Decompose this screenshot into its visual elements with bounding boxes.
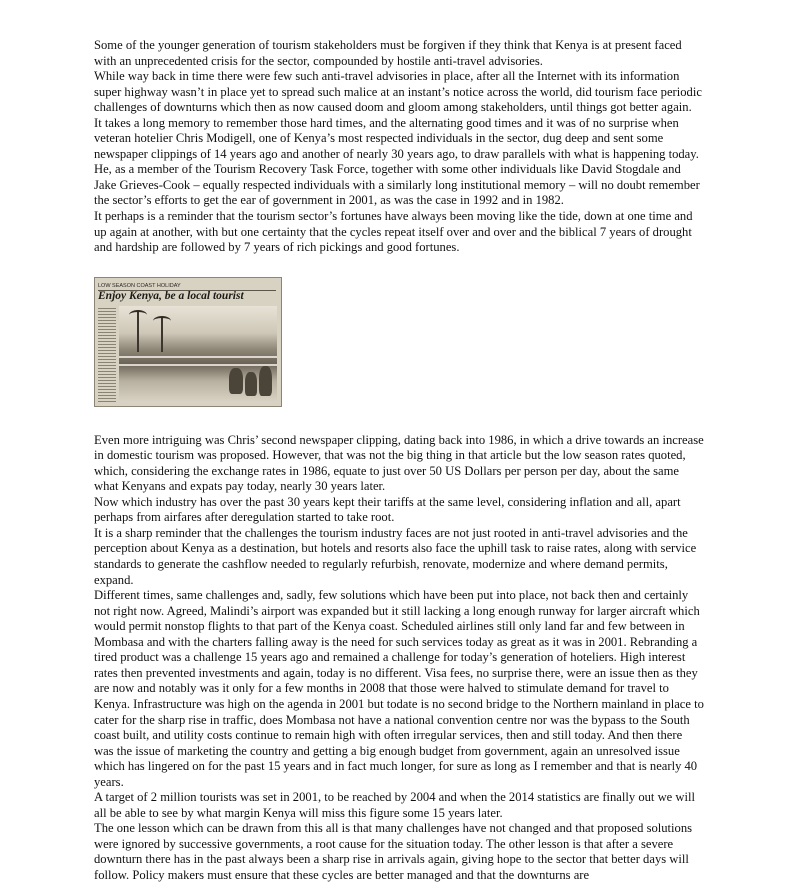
paragraph: Different times, same challenges and, sadly, few solutions which have been put into place, not back then and certainly not right now. Agreed, Malindi’s airport was expanded but it still lacking a long enough runway for larger aircraft which would permit nonstop flights to that part of the Kenya coast. Scheduled airlines still only land far and few between in Mombasa and with the charters falling away is the need for such services today as great as it was in 2001. Rebranding a tired product was a challenge 15 years ago and remained a challenge for today’s generation of hoteliers. High interest rates then prevented investments and again, today is no different. Visa fees, no surprise there, were an issue then as they are now and notably was it only for a few months in 2008 that those were halved to stimulate demand for travel to Kenya. Infrastructure was high on the agenda in 2001 but todate is no second bridge to the Northern mainland in place to cater for the sharp rise in traffic, does Mombasa not have a national convention centre nor was the bypass to the South coast built, and utility costs continue to remain high with often irregular services, then and still today. And then there was the issue of marketing the country and getting a big enough budget from government, again an unresolved issue which has lingered on for the past 15 years and in fact much longer, for sure as long as I remember and that is nearly 40 years. (94, 588, 704, 789)
paragraph: The one lesson which can be drawn from this all is that many challenges have not changed and that proposed solutions were ignored by successive governments, a root cause for the situation today. The other lesson is that after a severe downturn there has in the past always been a sharp rise in arrivals again, giving hope to the sector that better days will follow. Policy makers must ensure that these cycles are better managed and that the downturns are (94, 821, 693, 882)
person-figure (229, 368, 243, 394)
paragraph: It takes a long memory to remember those hard times, and the alternating good times and it was of no surprise when veteran hotelier Chris Modigell, one of Kenya’s most respected individuals in the sector, dug deep and sent some newspaper clippings of 14 years ago and another of nearly 30 years ago, to draw parallels with what is happening today. He, as a member of the Tourism Recovery Task Force, together with some other individuals like David Stogdale and Jake Grieves-Cook – equally respected individuals with a similarly long institutional memory – will no doubt remember the sector’s efforts to get the ear of government in 2001, as was the case in 1992 and in 1982. (94, 115, 700, 208)
paragraph: Even more intriguing was Chris’ second newspaper clipping, dating back into 1986, in which a drive towards an increase in domestic tourism was proposed. However, that was not the big thing in that article but the low season rates quoted, which, considering the exchange rates in 1986, equate to just over 50 US Dollars per person per day, about the same what Kenyans and expats pay today, nearly 30 years later. (94, 432, 704, 494)
palm-frond (153, 316, 171, 326)
wave-line (119, 356, 277, 358)
newspaper-clipping-image (94, 277, 282, 407)
wave-line (119, 364, 277, 366)
paragraph: It perhaps is a reminder that the tourism sector’s fortunes have always been moving like the tide, down at one time and up again at another, with but one certainty that the cycles repeat itself over and over and the biblical 7 years of drought and hardship are followed by 7 years of rich pickings and good fortunes. (94, 209, 693, 255)
clipping-text-column (98, 308, 116, 402)
paragraph: Some of the younger generation of tourism stakeholders must be forgiven if they think that Kenya is at present faced with an unprecedented crisis for the sector, compounded by hostile anti-travel advisories. (94, 38, 682, 68)
person-figure (245, 372, 257, 396)
paragraph: While way back in time there were few such anti-travel advisories in place, after all the Internet with its information super highway wasn’t in place yet to spread such malice at an instant’s notice across the world, did tourism face periodic challenges of downturns which then as now caused doom and gloom among stakeholders, until things got better again. (94, 69, 702, 115)
article-body (94, 38, 704, 884)
palm-frond (129, 310, 147, 320)
clipping-beach-photo (119, 306, 277, 402)
clipping-headline: Enjoy Kenya, be a local tourist (98, 289, 244, 302)
clipping-section-label: LOW SEASON COAST HOLIDAY (98, 282, 276, 291)
paragraph: It is a sharp reminder that the challenges the tourism industry faces are not just rooted in anti-travel advisories and the perception about Kenya as a destination, but hotels and resorts also face the uphill task to raise rates, along with service standards to generate the cashflow needed to regularly refurbish, renovate, modernize and where demand permits, expand. (94, 525, 697, 587)
person-figure (259, 366, 272, 396)
paragraph: Now which industry has over the past 30 years kept their tariffs at the same level, considering inflation and all, apart perhaps from airfares after deregulation started to take root. (94, 494, 681, 525)
paragraph: A target of 2 million tourists was set in 2001, to be reached by 2004 and when the 2014 statistics are finally out we will all be able to see by what margin Kenya will miss this figure some 15 years later. (94, 790, 696, 820)
